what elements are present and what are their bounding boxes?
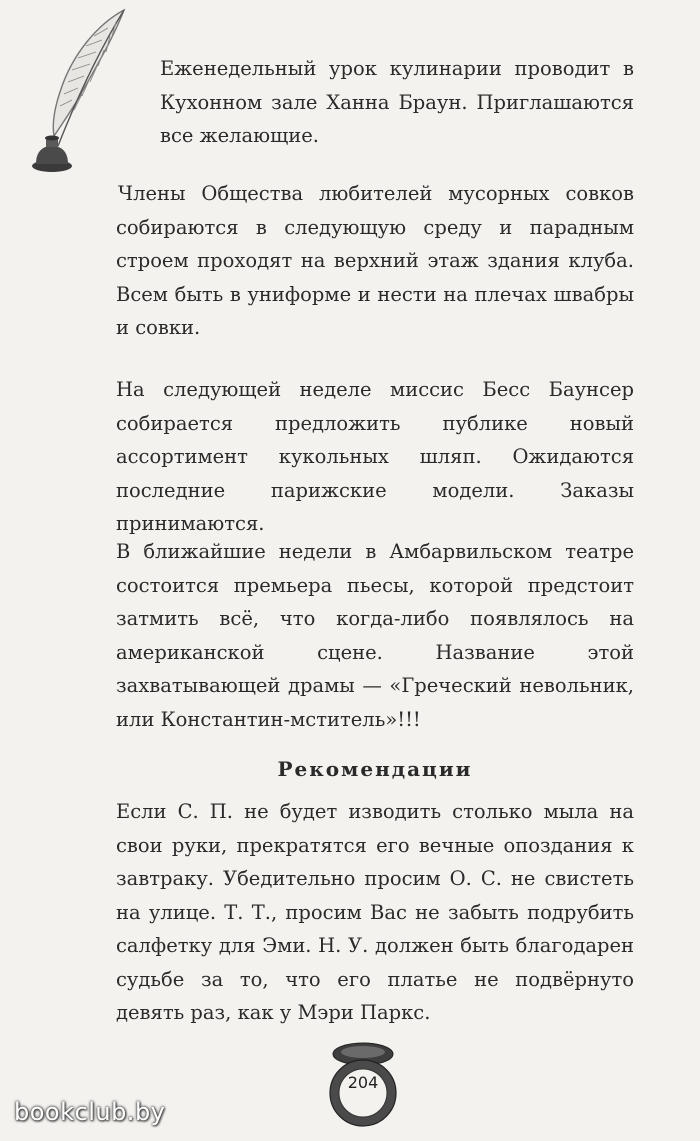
quill-inkwell-icon (28, 6, 138, 186)
section-heading: Рекомендации (277, 757, 473, 781)
paragraph-doll-hats: На следующей неделе миссис Бесс Баунсер собирается предложить публике новый ассортимент кукольных шляп. Ожидаются последние парижские модели. Заказы принимаются. (116, 378, 634, 535)
paragraph-recommendations: Если С. П. не будет изводить столько мыла на свои руки, прекратятся его вечные опоздания к завтраку. Убедительно просим О. С. не свистеть на улице. Т. Т., просим Вас не забыть подрубить салфетку для Эми. Н. У. должен быть благодарен судьбе за то, что его платье не подвёрнуто девять раз, как у Мэри Паркс. (116, 800, 634, 1024)
paragraph-theatre-premiere: В ближайшие недели в Амбарвильском театре состоится премьера пьесы, которой предстоит затмить всё, что когда-либо появлялось на американской сцене. Название этой захватывающей драмы — «Греческий невольник, или Константин-мститель»!!! (116, 540, 634, 731)
paragraph-dustpan-society: Члены Общества любителей мусорных совков собираются в следующую среду и парадным строем проходят на верхний этаж здания клуба. Всем быть в униформе и нести на плечах швабры и совки. (116, 182, 634, 339)
page-number: 204 (347, 1073, 379, 1092)
paragraph-cooking-lesson: Еженедельный урок кулинарии проводит в Кухонном зале Ханна Браун. Приглашаются все желающие. (160, 57, 634, 147)
watermark: bookclub.by (14, 1098, 166, 1126)
